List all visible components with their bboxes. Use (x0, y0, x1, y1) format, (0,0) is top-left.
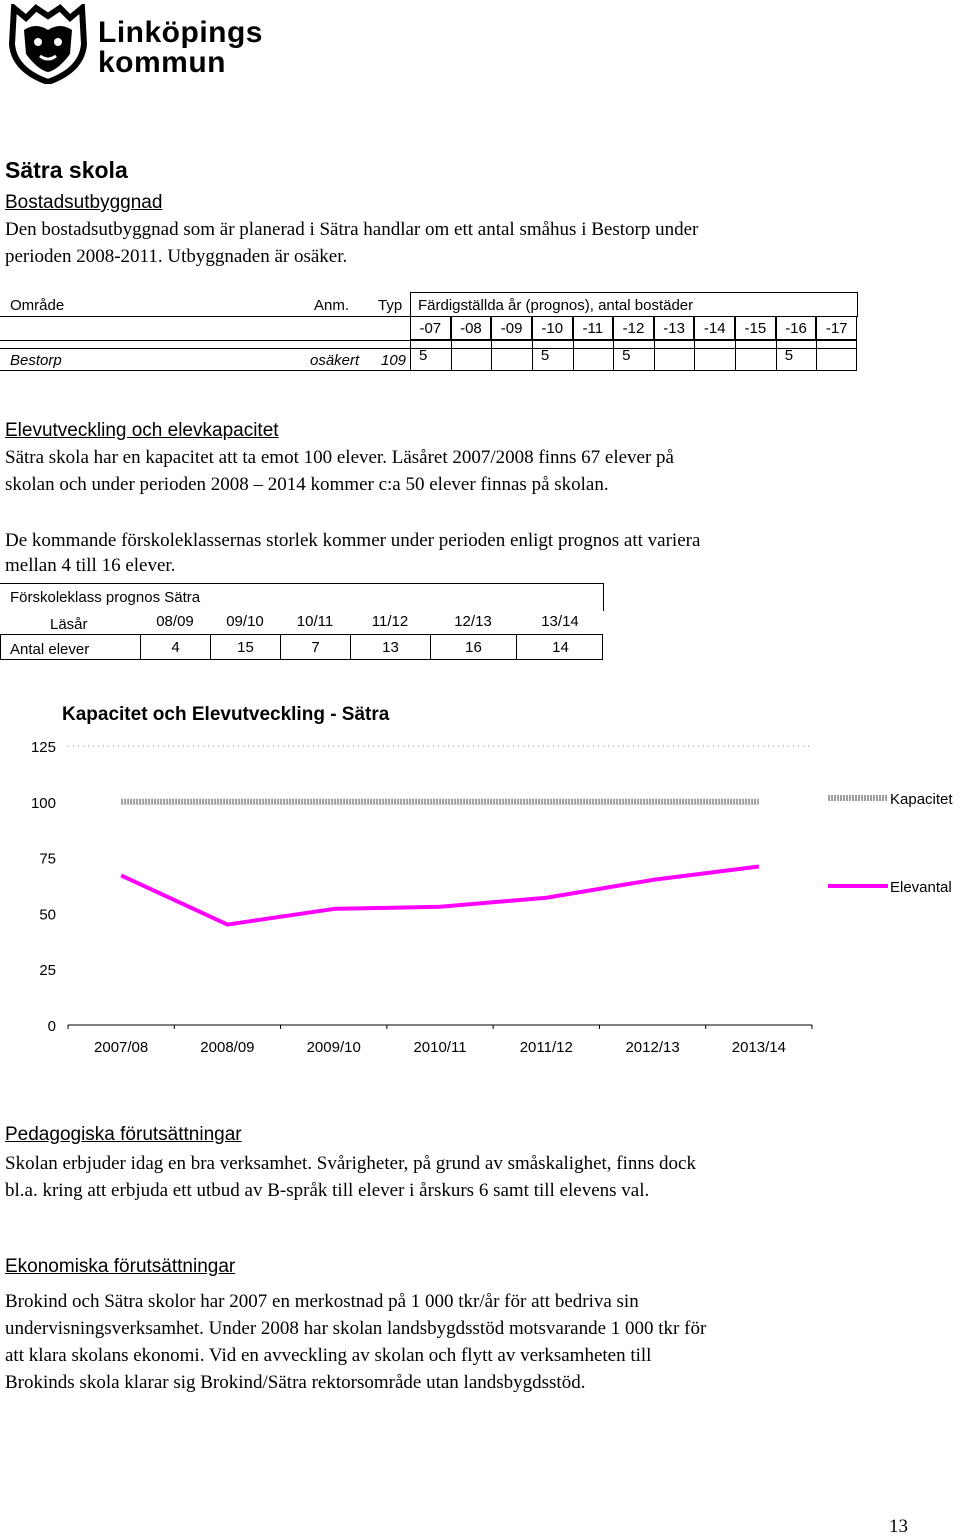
pedagogy-text (5, 1150, 696, 1204)
housing-text-line1: Den bostadsutbyggnad som är planerad i Sätra handlar om ett antal småhus i Bestorp under (5, 219, 699, 240)
pedagogy-line2: bl.a. kring att erbjuda ett utbud av B-språk till elever i årskurs 6 samt till elevens val. (5, 1180, 650, 1201)
x-tick-label: 2013/14 (731, 1039, 786, 1056)
x-tick-label: 2011/12 (519, 1039, 573, 1056)
students-line4: mellan 4 till 16 elever. (5, 555, 176, 576)
housing-table (0, 292, 860, 372)
year-header-cell: -08 (451, 316, 492, 340)
preschool-year-cell: 12/13 (454, 613, 492, 630)
x-tick-label: 2007/08 (94, 1039, 149, 1056)
economy-line3: att klara skolans ekonomi. Vid en avveckling av skolan och flytt av verksamheten till (5, 1345, 652, 1366)
chart-title: Kapacitet och Elevutveckling - Sätra (62, 704, 390, 725)
chart-svg (0, 690, 960, 1070)
row-note: osäkert (310, 352, 360, 369)
preschool-year-cell: 13/14 (541, 613, 579, 630)
students-line (121, 867, 759, 925)
preschool-year-cell: 11/12 (371, 613, 409, 630)
preschool-year-cell: 10/11 (296, 613, 334, 630)
y-tick-label: 125 (30, 739, 56, 756)
row-type: 109 (381, 352, 407, 369)
preschool-text (5, 527, 700, 579)
year-header-cell: -10 (532, 316, 573, 340)
y-tick-label: 100 (30, 794, 56, 812)
col-note-header: Anm. (314, 297, 350, 314)
preschool-year-cell: 08/09 (156, 613, 194, 630)
x-tick-label: 2010/11 (413, 1039, 467, 1056)
preschool-table (0, 583, 604, 661)
col-area-header: Område (10, 297, 65, 314)
economy-line2: undervisningsverksamhet. Under 2008 har skolan landsbygdsstöd motsvarande 1 000 tkr för (5, 1318, 707, 1339)
page-title: Sätra skola (5, 157, 128, 183)
students-line2: skolan och under perioden 2008 – 2014 kommer c:a 50 elever finnas på skolan. (5, 474, 609, 495)
preschool-count-cell: 7 (280, 635, 350, 660)
preschool-count-cell: 13 (350, 635, 430, 660)
students-line1: Sätra skola har en kapacitet att ta emot 100 elever. Läsåret 2007/2008 finns 67 elever på (5, 447, 674, 468)
year-header-cell: -12 (613, 316, 654, 340)
year-header-cell: -15 (735, 316, 776, 340)
preschool-count-cell: 15 (210, 635, 280, 660)
preschool-count-cell: 14 (516, 635, 604, 660)
housing-heading: Bostadsutbyggnad (5, 192, 163, 213)
year-header-cell: -11 (573, 316, 614, 340)
years-row (410, 316, 857, 340)
year-header-cell: -14 (694, 316, 735, 340)
col-type-header: Typ (378, 297, 403, 314)
y-tick-label: 50 (39, 906, 56, 924)
x-tick-label: 2009/10 (306, 1039, 361, 1056)
logo-line1: Linköpings (98, 16, 263, 49)
value-cell: 5 (410, 340, 451, 371)
year-header-cell: -16 (776, 316, 817, 340)
economy-text (5, 1288, 706, 1396)
pedagogy-line1: Skolan erbjuder idag en bra verksamhet. Svårigheter, på grund av småskalighet, finns dock (5, 1153, 696, 1174)
logo-line2: kommun (98, 46, 227, 79)
preschool-years-row (0, 610, 604, 634)
y-tick-label: 75 (39, 850, 56, 868)
pedagogy-heading: Pedagogiska förutsättningar (5, 1124, 242, 1145)
students-text (5, 444, 674, 498)
economy-line1: Brokind och Sätra skolor har 2007 en merkostnad på 1 000 tkr/år för att bedriva sin (5, 1291, 639, 1312)
legend-label: Kapacitet (890, 791, 953, 808)
preschool-count-cell: 4 (140, 635, 210, 660)
value-cell: 5 (532, 340, 573, 371)
value-cell: 5 (776, 340, 817, 371)
x-tick-label: 2012/13 (625, 1039, 680, 1056)
page-number: 13 (889, 1516, 908, 1537)
year-header-cell: -09 (491, 316, 532, 340)
capacity-chart (0, 690, 960, 1070)
municipality-logo (6, 4, 263, 84)
year-header-cell: -13 (654, 316, 695, 340)
economy-line4: Brokinds skola klarar sig Brokind/Sätra rektorsområde utan landsbygdsstöd. (5, 1372, 586, 1393)
col-years-header: Färdigställda år (prognos), antal bostäder (418, 297, 694, 314)
value-cell: 5 (613, 340, 654, 371)
preschool-count-cell: 16 (430, 635, 516, 660)
y-tick-label: 0 (47, 1018, 56, 1035)
lion-crest-icon (6, 4, 90, 84)
legend-label: Elevantal (890, 879, 952, 896)
preschool-year-cell: 09/10 (226, 613, 264, 630)
x-tick-label: 2008/09 (200, 1039, 255, 1056)
year-header-cell: -07 (410, 316, 451, 340)
year-label: Läsår (50, 616, 88, 633)
count-label: Antal elever (10, 641, 90, 658)
housing-text (5, 216, 698, 270)
economy-heading: Ekonomiska förutsättningar (5, 1256, 236, 1277)
students-line3: De kommande förskoleklassernas storlek kommer under perioden enligt prognos att variera (5, 530, 701, 551)
year-header-cell: -17 (816, 316, 857, 340)
row-area: Bestorp (10, 352, 62, 369)
housing-text-line2: perioden 2008-2011. Utbyggnaden är osäker. (5, 246, 348, 267)
preschool-table-title: Förskoleklass prognos Sätra (10, 589, 201, 606)
y-tick-label: 25 (39, 962, 56, 980)
students-heading: Elevutveckling och elevkapacitet (5, 420, 279, 441)
